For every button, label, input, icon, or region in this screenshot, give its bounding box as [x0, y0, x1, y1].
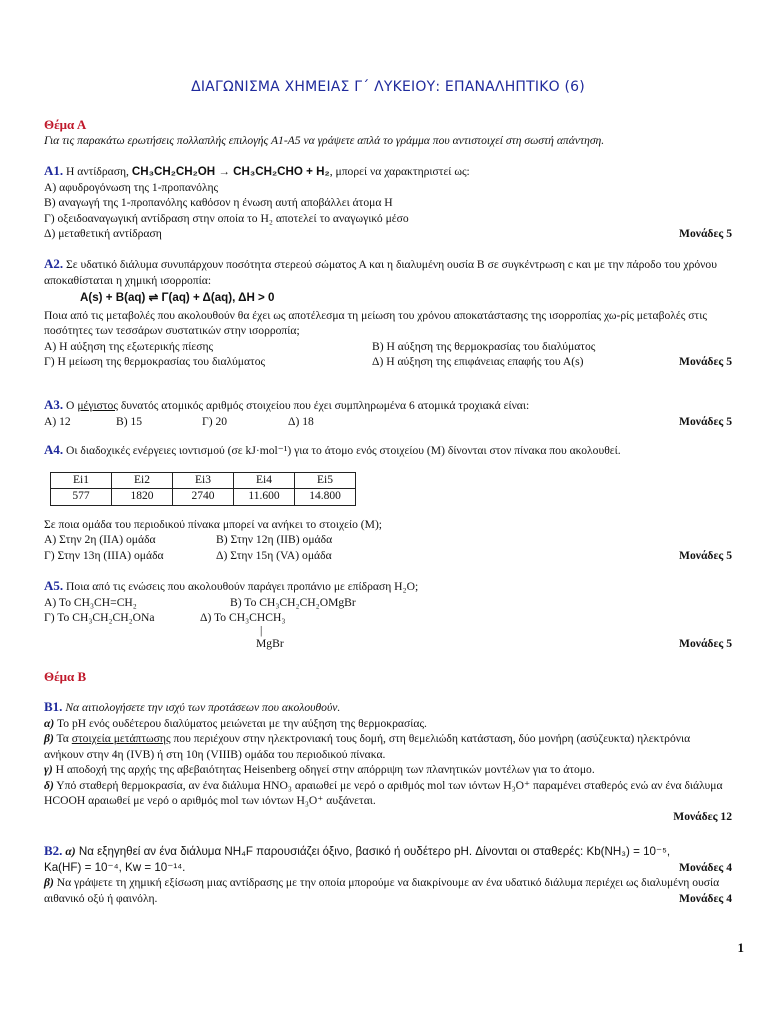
a4-options-row-2: [44, 548, 732, 564]
a4-question: Σε ποια ομάδα του περιοδικού πίνακα μπορεί να ανήκει το στοιχείο (Μ);: [44, 517, 383, 531]
table-header-cell: Ei2: [112, 472, 173, 489]
b2-beta-label: β): [44, 876, 54, 889]
a3-label: Α3.: [44, 397, 64, 412]
b1-marks: Μονάδες 12: [673, 809, 732, 823]
a1-stem: [44, 163, 732, 180]
a2-stem: [44, 256, 732, 288]
b1-gamma-text: Η αποδοχή της αρχής της αβεβαιότητας Heisenberg οδηγεί στην απόρριψη των πλανητικών μοντέλων για το άτομο.: [52, 763, 595, 776]
b2-alpha-line2: [44, 860, 732, 876]
b1-beta-pre: Τα: [53, 732, 72, 745]
a1-option-d: Δ) μεταθετική αντίδραση: [44, 227, 162, 240]
b1-gamma: [44, 762, 732, 778]
theme-b-section: [44, 669, 732, 685]
question-b1: [44, 699, 732, 824]
a1-option-b: Β) αναγωγή της 1-προπανόλης καθόσον η ένωση αυτή αποβάλλει άτομα Η: [44, 196, 393, 209]
a5-option-c: Γ) Το CH₃CH₂CH₂ONa: [44, 611, 155, 624]
table-value-cell: 14.800: [295, 489, 356, 506]
a4-stem: [44, 442, 732, 459]
a2-option-a: Α) Η αύξηση της εξωτερικής πίεσης: [44, 339, 214, 353]
a3-options: [44, 414, 732, 430]
b2-beta: [44, 875, 732, 906]
a3-stem: [44, 397, 732, 414]
b2-beta-marks: Μονάδες 4: [679, 891, 732, 905]
a2-option-b: Β) Η αύξηση της θερμοκρασίας του διαλύματος: [372, 339, 596, 353]
a5-branch-row: [44, 636, 732, 652]
a1-option-c: Γ) οξειδοαναγωγική αντίδραση στην οποία το Η₂ αποτελεί το αναγωγικό μέσο: [44, 211, 409, 225]
table-header-cell: Ei5: [295, 472, 356, 489]
b1-gamma-label: γ): [44, 763, 53, 776]
question-a3: [44, 397, 732, 429]
a2-options-row-2: [44, 354, 732, 370]
a5-branch-bar: |: [260, 623, 263, 637]
a5-options-row-2: [44, 610, 732, 626]
b1-alpha: [44, 716, 732, 732]
a4-marks: Μονάδες 5: [679, 548, 732, 562]
b2-alpha-text1: Να εξηγηθεί αν ένα διάλυμα NH₄F παρουσιάζει όξινο, βασικό ή ουδέτερο pH. Δίνονται οι σταθερές: Kb(NH₃) = 10⁻⁵,: [75, 845, 671, 858]
a2-options-row-1: [44, 339, 732, 355]
a2-option-d: Δ) Η αύξηση της επιφάνειας επαφής του Α(s): [372, 355, 584, 368]
b1-label: Β1.: [44, 699, 63, 714]
a4-option-c: Γ) Στην 13η (ΙΙΙΑ) ομάδα: [44, 548, 164, 562]
a3-option-b: Β) 15: [116, 414, 143, 428]
ionization-table: [50, 472, 356, 506]
table-value-cell: 2740: [173, 489, 234, 506]
a2-text2: Ποια από τις μεταβολές που ακολουθούν θα έχει ως αποτέλεσμα τη μείωση του χρόνου αποκατάστασης της ισορροπίας χω-ρίς μεταβολές στις ποσότητες των τεσσάρων συστατικών στην ισορροπία;: [44, 308, 707, 337]
b1-stem: [44, 699, 732, 716]
a2-label: Α2.: [44, 256, 64, 271]
b1-beta-label: β): [44, 732, 54, 745]
ionization-table-header: [51, 472, 356, 489]
b1-delta-text: Υπό σταθερή θερμοκρασία, αν ένα διάλυμα HNO₃ αραιωθεί με νερό ο αριθμός mol των ιόντων H₃O⁺ παραμένει σταθερός ενώ αν ένα διάλυμα HCOOH αραιωθεί με νερό ο αριθμός mol των ιόντων H₃O⁺ αυξάνεται.: [44, 778, 723, 807]
a2-text1: Σε υδατικό διάλυμα συνυπάρχουν ποσότητα στερεού σώματος Α και η διαλυμένη ουσία Β σε συγκέντρωση c και με την πάροδο του χρόνου αποκαθίσταται η χημική ισορροπία:: [44, 258, 717, 287]
b2-label: Β2.: [44, 843, 63, 858]
a5-stem: [44, 578, 732, 595]
a2-option-c: Γ) Η μείωση της θερμοκρασίας του διαλύματος: [44, 355, 266, 368]
question-a2: [44, 256, 732, 370]
a4-option-d: Δ) Στην 15η (VA) ομάδα: [216, 548, 332, 562]
a5-marks: Μονάδες 5: [679, 636, 732, 650]
b2-alpha-label: α): [62, 845, 76, 858]
a2-equation: Α(s) + B(aq) ⇌ Γ(aq) + Δ(aq), ΔΗ > 0: [80, 291, 275, 304]
b2-beta-text: Να γράψετε τη χημική εξίσωση μιας αντίδρασης με την οποία μπορούμε να διακρίνουμε αν ένα υδατικό διάλυμα περιέχει ως διαλυμένη ουσία αιθανικό οξύ ή φαινόλη.: [44, 876, 720, 905]
page-title: ΔΙΑΓΩΝΙΣΜΑ ΧΗΜΕΙΑΣ Γ΄ ΛΥΚΕΙΟΥ: ΕΠΑΝΑΛΗΠΤΙΚΟ (6): [191, 79, 585, 95]
a4-option-b: Β) Στην 12η (ΙΙΒ) ομάδα: [216, 533, 333, 546]
page-number: 1: [737, 940, 744, 955]
b1-delta-label: δ): [44, 778, 54, 792]
question-a4: [44, 442, 732, 563]
b2-alpha: [44, 843, 732, 860]
a5-text: Ποια από τις ενώσεις που ακολουθούν παράγει προπάνιο με επίδραση H₂O;: [63, 580, 419, 593]
a5-options-row-1: [44, 595, 732, 611]
a1-marks: Μονάδες 5: [679, 227, 732, 240]
question-a5: [44, 578, 732, 651]
ionization-table-values: [51, 489, 356, 506]
b1-beta-underlined: στοιχεία μετάπτωσης: [71, 732, 171, 745]
theme-a-section: [44, 117, 732, 148]
b1-alpha-text: Το pH ενός ουδέτερου διαλύματος μειώνεται με την αύξηση της θερμοκρασίας.: [54, 716, 427, 730]
a1-reaction: CH₃CH₂CH₂OH → CH₃CH₂CHO + H₂: [131, 165, 330, 178]
a2-marks: Μονάδες 5: [679, 355, 732, 368]
a4-text: Οι διαδοχικές ενέργειες ιοντισμού (σε kJ·mol⁻¹) για το άτομο ενός στοιχείου (Μ) δίνονται στον πίνακα που ακολουθεί.: [63, 444, 621, 457]
b1-beta: [44, 731, 732, 762]
table-value-cell: 577: [51, 489, 112, 506]
a5-branch-group: MgBr: [256, 636, 284, 650]
a5-option-a: Α) Το CH₃CH=CH₂: [44, 595, 137, 609]
b1-alpha-label: α): [44, 716, 55, 730]
a4-label: Α4.: [44, 442, 64, 457]
b1-marks-row: [44, 809, 732, 825]
table-header-cell: Ei1: [51, 472, 112, 489]
theme-a-intro: Για τις παρακάτω ερωτήσεις πολλαπλής επιλογής Α1-Α5 να γράψετε απλά το γράμμα που αντιστοιχεί στη σωστή απάντηση.: [44, 133, 605, 147]
a1-text-pre: Η αντίδραση,: [63, 165, 132, 178]
b1-intro: Να αιτιολογήσετε την ισχύ των προτάσεων που ακολουθούν.: [62, 701, 341, 714]
a1-option-d-row: [44, 226, 732, 242]
a5-option-b: Β) Το CH₃CH₂CH₂OMgBr: [230, 595, 356, 609]
b1-beta-post: που περιέχουν στην ηλεκτρονιακή τους δομή, στη θεμελιώδη κατάσταση, δύο μονήρη (ασύζευκτα) ηλεκτρόνια ανήκουν στην 4η (IVB) ή στη 10η (VIIIB) ομάδα του περιοδικού πίνακα.: [44, 732, 691, 761]
a1-label: Α1.: [44, 163, 64, 178]
a3-text-post: δυνατός ατομικός αριθμός στοιχείου που έχει συμπληρωμένα 6 ατομικά τροχιακά είναι:: [117, 399, 530, 412]
table-value-cell: 11.600: [234, 489, 295, 506]
a3-option-d: Δ) 18: [288, 414, 314, 428]
a3-underlined-word: μέγιστος: [77, 399, 118, 412]
a5-option-d: Δ) Το CH₃CHCH₃: [200, 611, 286, 624]
question-b2: [44, 843, 732, 906]
b1-delta: [44, 778, 732, 809]
a1-text-post: , μπορεί να χαρακτηριστεί ως:: [329, 165, 470, 178]
a1-option-a: Α) αφυδρογόνωση της 1-προπανόλης: [44, 180, 219, 194]
a3-marks: Μονάδες 5: [679, 414, 732, 428]
a3-option-a: Α) 12: [44, 414, 71, 428]
a3-option-c: Γ) 20: [202, 414, 228, 428]
a4-option-a: Α) Στην 2η (ΙΙΑ) ομάδα: [44, 533, 156, 546]
theme-b-heading: Θέμα Β: [44, 669, 87, 684]
table-value-cell: 1820: [112, 489, 173, 506]
b2-alpha-text2: Ka(HF) = 10⁻⁴, Kw = 10⁻¹⁴.: [44, 860, 186, 874]
table-header-cell: Ei3: [173, 472, 234, 489]
question-a1: [44, 163, 732, 242]
b2-alpha-marks: Μονάδες 4: [679, 860, 732, 874]
a3-text-pre: Ο: [63, 399, 78, 412]
a4-options-row-1: [44, 532, 732, 548]
table-header-cell: Ei4: [234, 472, 295, 489]
theme-a-heading: Θέμα Α: [44, 117, 87, 132]
a5-label: Α5.: [44, 578, 64, 593]
